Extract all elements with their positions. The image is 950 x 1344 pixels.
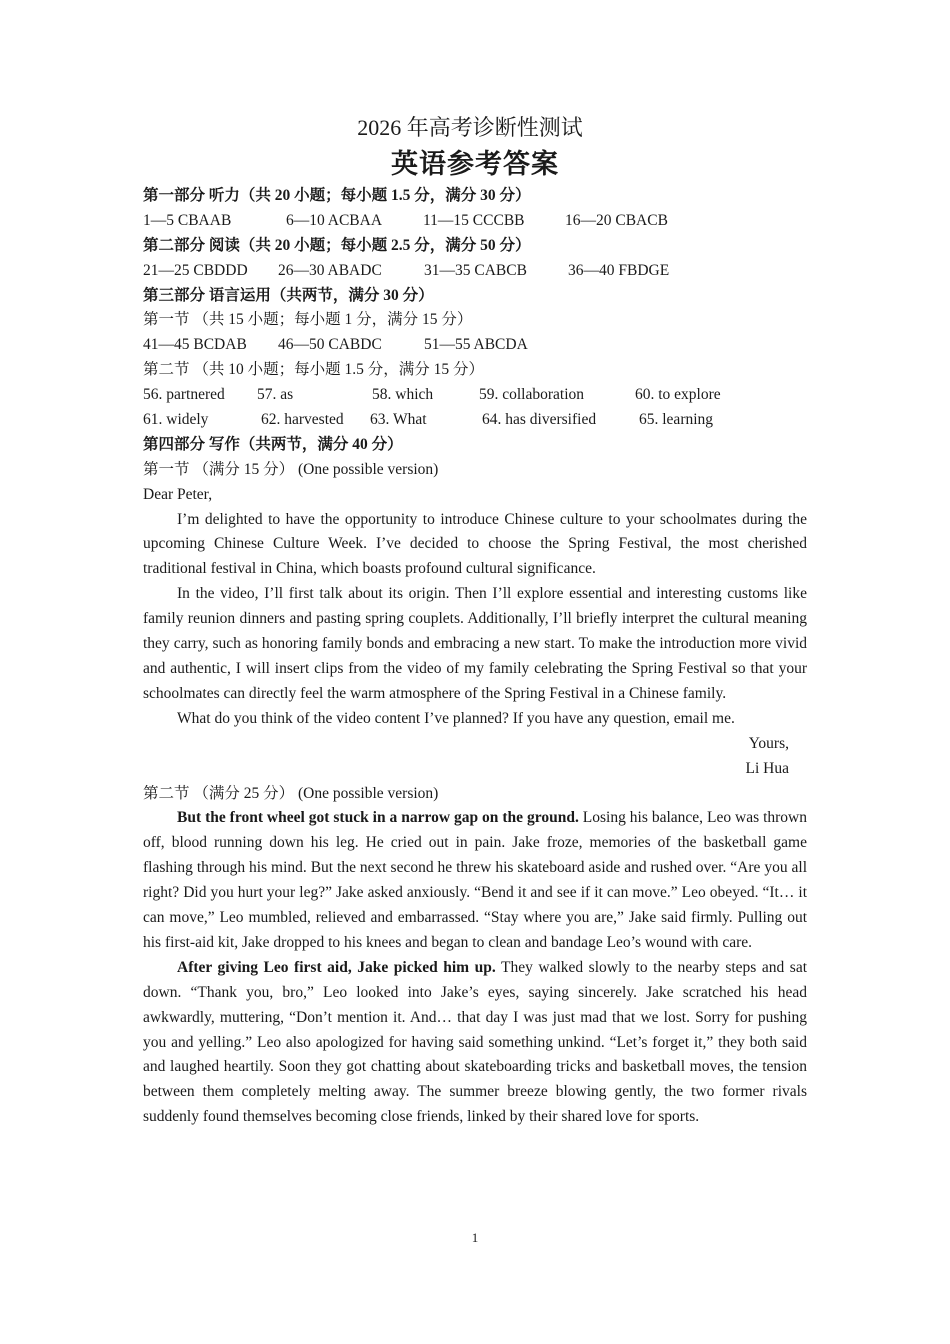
letter-closing: Yours, (748, 734, 789, 752)
answer-key-page (143, 112, 807, 1130)
part4-heading: 第四部分 写作（共两节，满分 40 分） (143, 435, 403, 453)
part3-section2-heading: 第二节 （共 10 小题；每小题 1.5 分，满分 15 分） (143, 361, 485, 379)
cloze-answer: 60. to explore (635, 386, 721, 404)
document-subtitle: 英语参考答案 (391, 149, 559, 179)
exam-title: 2026 年高考诊断性测试 (357, 115, 583, 140)
cloze-answer: 64. has diversified (482, 411, 597, 429)
story-body: They walked slowly to the nearby steps and sat down. “Thank you, bro,” Leo looked into Jake’s eyes, saying sincerely. Jake scratched his head awkwardly, muttering, “Don’t mention it. And… that day I was just mad that we lost. Sorry for pushing you and yelling.” Leo also apologized for having said something unkind. “Let’s forget it,” they both said and laughed heartily. Soon they got chatting about skateboarding tricks and basketball moves, the tension between them completely melting away. The summer breeze blowing gently, the two former rivals suddenly found themselves becoming close friends, linked by their shared love for sports. (143, 958, 807, 1126)
answer-group: 6—10 ACBAA (286, 211, 383, 229)
answer-group: 46—50 CABDC (278, 336, 382, 354)
cloze-answer: 65. learning (639, 411, 714, 429)
letter-paragraph: What do you think of the video content I’ve planned? If you have any question, email me. (177, 709, 735, 727)
part3-section1-answers (143, 333, 807, 358)
cloze-answer: 57. as (257, 386, 294, 404)
part3-section2-row2 (143, 408, 807, 433)
cloze-answer: 59. collaboration (479, 386, 585, 404)
answer-group: 11—15 CCCBB (423, 211, 525, 229)
answer-group: 31—35 CABCB (424, 261, 527, 279)
part3-section1-heading: 第一节 （共 15 小题；每小题 1 分，满分 15 分） (143, 311, 473, 329)
part3-heading: 第三部分 语言运用（共两节，满分 30 分） (143, 286, 434, 304)
cloze-answer: 63. What (370, 411, 427, 429)
part4-section1-heading: 第一节 （满分 15 分） (One possible version) (143, 460, 439, 478)
answer-group: 41—45 BCDAB (143, 336, 247, 354)
answer-group: 16—20 CBACB (565, 211, 668, 229)
cloze-answer: 56. partnered (143, 386, 225, 404)
letter-greeting: Dear Peter, (143, 485, 213, 503)
story-lead-sentence: But the front wheel got stuck in a narrow gap on the ground. (177, 809, 579, 827)
letter-paragraph: In the video, I’ll first talk about its origin. Then I’ll explore essential and interesting customs like family reunion dinners and pasting spring couplets. Additionally, I’ll briefly interpret the cultural meaning they carry, such as honoring family bonds and embracing a new start. To make the introduction more vivid and authentic, I will insert clips from the video of my family celebrating the Spring Festival so that your schoolmates can directly feel the warm atmosphere of the Spring Festival in a Chinese family. (143, 585, 807, 702)
part1-answers (143, 209, 807, 234)
cloze-answer: 62. harvested (261, 411, 344, 429)
story-paragraph (143, 806, 807, 955)
part3-section2-row1 (143, 383, 807, 408)
story-body: Losing his balance, Leo was thrown off, blood running down his leg. He cried out in pain. Jake froze, memories of the basketball game flashing through his mind. But the next second he threw his skateboard aside and rushed over. “Are you all right? Did you hurt your leg?” Jake asked anxiously. “Bend it and see if it can move.” Leo obeyed. “It… it can move,” Leo mumbled, relieved and embarrassed. “Stay where you are,” Jake said firmly. Pulling out his first-aid kit, Jake dropped to his knees and began to clean and bandage Leo’s wound with care. (143, 809, 808, 951)
letter-paragraph: I’m delighted to have the opportunity to introduce Chinese culture to your schoolmates during the upcoming Chinese Culture Week. I’ve decided to choose the Spring Festival, the most cherished traditional festival in China, which boasts profound cultural significance. (143, 510, 807, 578)
part4-section2-heading: 第二节 （满分 25 分） (One possible version) (143, 784, 439, 802)
cloze-answer: 58. which (372, 386, 434, 404)
answer-group: 51—55 ABCDA (424, 336, 528, 354)
answer-group: 1—5 CBAAB (143, 211, 232, 229)
part2-heading: 第二部分 阅读（共 20 小题；每小题 2.5 分，满分 50 分） (143, 236, 531, 254)
answer-group: 36—40 FBDGE (568, 261, 670, 279)
page-number: 1 (471, 1230, 479, 1245)
letter-signature: Li Hua (745, 759, 789, 777)
cloze-answer: 61. widely (143, 411, 209, 429)
story-paragraph (143, 956, 807, 1130)
answer-group: 21—25 CBDDD (143, 261, 248, 279)
story-lead-sentence: After giving Leo first aid, Jake picked him up. (177, 958, 496, 976)
answer-group: 26—30 ABADC (278, 261, 382, 279)
part2-answers (143, 259, 807, 284)
part1-heading: 第一部分 听力（共 20 小题；每小题 1.5 分，满分 30 分） (143, 187, 531, 204)
